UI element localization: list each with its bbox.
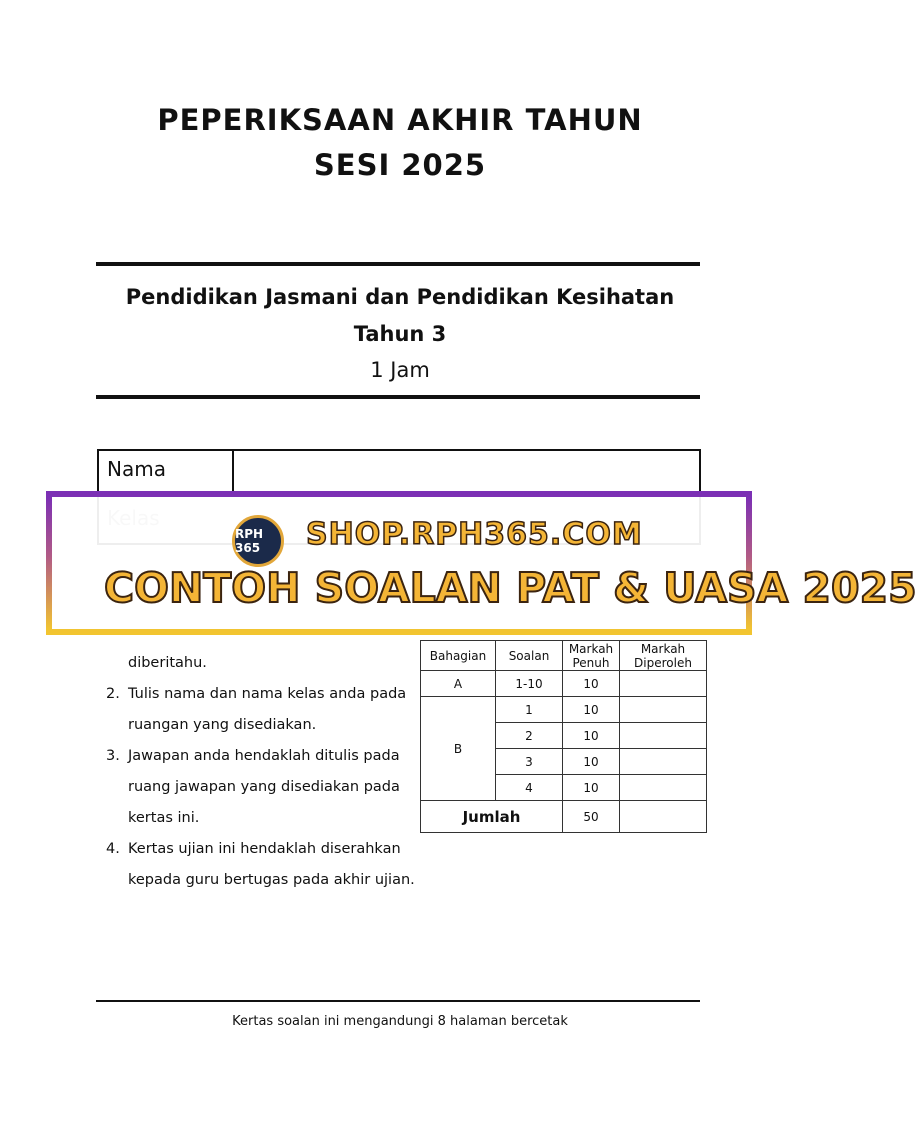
header-bahagian: Bahagian <box>421 641 496 671</box>
cell-penuh: 10 <box>563 775 620 801</box>
table-total-row <box>421 801 707 833</box>
cell-penuh: 10 <box>563 671 620 697</box>
header-markah-diperoleh: Markah Diperoleh <box>620 641 707 671</box>
cell-diperoleh[interactable] <box>620 749 707 775</box>
instruction-3-cont2: kertas ini. <box>128 810 200 826</box>
total-value: 50 <box>563 801 620 833</box>
cell-diperoleh[interactable] <box>620 671 707 697</box>
table-header-row <box>421 641 707 671</box>
cell-bahagian: B <box>421 697 496 801</box>
instruction-3-cont1: ruang jawapan yang disediakan pada <box>128 779 400 795</box>
table-row <box>421 697 707 723</box>
total-label: Jumlah <box>421 801 563 833</box>
cell-bahagian: A <box>421 671 496 697</box>
name-row <box>99 451 699 492</box>
rph365-logo: RPH 365 <box>232 515 284 567</box>
total-diperoleh[interactable] <box>620 801 707 833</box>
footer-divider <box>96 1000 700 1002</box>
cell-soalan: 2 <box>496 723 563 749</box>
cell-soalan: 4 <box>496 775 563 801</box>
cell-penuh: 10 <box>563 723 620 749</box>
divider-top <box>96 262 700 266</box>
promo-banner <box>46 491 917 635</box>
cell-diperoleh[interactable] <box>620 723 707 749</box>
subject-name: Pendidikan Jasmani dan Pendidikan Kesihatan <box>125 285 675 309</box>
exam-title: PEPERIKSAAN AKHIR TAHUN <box>157 103 643 137</box>
cell-penuh: 10 <box>563 749 620 775</box>
instruction-4-cont: kepada guru bertugas pada akhir ujian. <box>128 872 415 888</box>
shop-url: SHOP.RPH365.COM <box>306 517 643 552</box>
instruction-1-tail: diberitahu. <box>128 655 207 671</box>
cell-diperoleh[interactable] <box>620 697 707 723</box>
name-label: Nama <box>107 457 166 481</box>
subject-level: Tahun 3 <box>353 322 447 346</box>
cell-soalan: 3 <box>496 749 563 775</box>
exam-session: SESI 2025 <box>313 148 487 182</box>
cell-penuh: 10 <box>563 697 620 723</box>
page-count-note: Kertas soalan ini mengandungi 8 halaman bercetak <box>232 1014 568 1029</box>
cell-soalan: 1-10 <box>496 671 563 697</box>
instruction-4: 4. Kertas ujian ini hendaklah diserahkan <box>106 841 401 857</box>
name-row-divider <box>232 451 234 491</box>
cell-soalan: 1 <box>496 697 563 723</box>
divider-bottom <box>96 395 700 399</box>
cell-diperoleh[interactable] <box>620 775 707 801</box>
instruction-3: 3. Jawapan anda hendaklah ditulis pada <box>106 748 400 764</box>
header-soalan: Soalan <box>496 641 563 671</box>
instruction-2: 2. Tulis nama dan nama kelas anda pada <box>106 686 407 702</box>
marks-table <box>420 640 707 833</box>
banner-headline: CONTOH SOALAN PAT & UASA 2025 <box>104 564 917 612</box>
exam-duration: 1 Jam <box>370 358 430 382</box>
table-row <box>421 671 707 697</box>
instruction-2-cont: ruangan yang disediakan. <box>128 717 317 733</box>
header-markah-penuh: Markah Penuh <box>563 641 620 671</box>
